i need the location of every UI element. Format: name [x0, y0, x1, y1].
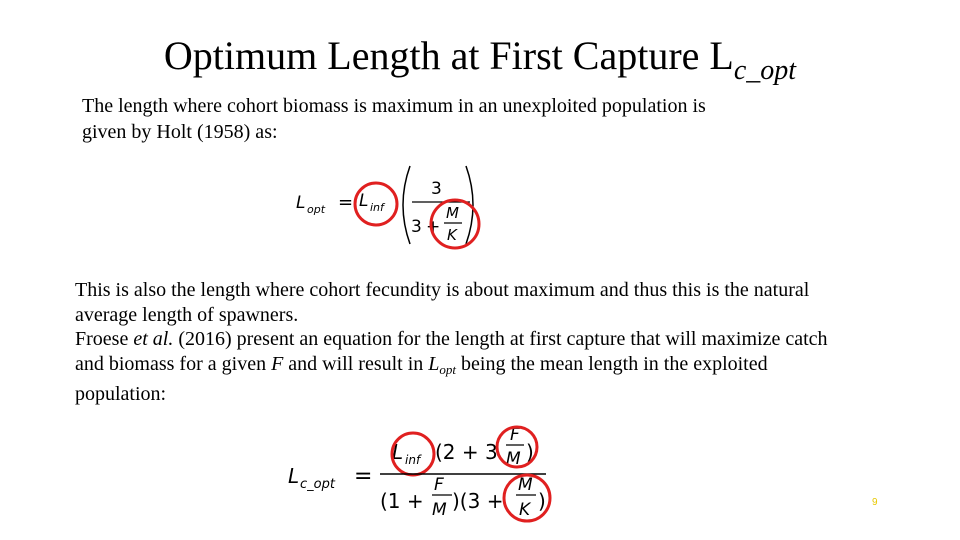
title-text: Optimum Length at First Capture L [163, 33, 734, 78]
intro-paragraph: The length where cohort biomass is maximum in an unexploited population is given by Holt (1958) as: [82, 95, 706, 143]
fecundity-text: This is also the length where cohort fecundity is about maximum and thus this is the natural average length of spawners. [75, 279, 810, 326]
eq2-den-M: M [432, 500, 447, 520]
froese-L: L [428, 352, 440, 375]
eq1-lhs: L [296, 193, 306, 213]
eq1-linf-sub: inf [370, 201, 384, 214]
froese-text-d: being the mean length in the exploited population: [75, 352, 768, 405]
eq2-lhs: L [288, 464, 300, 488]
eq2-den-a: (1 + [380, 489, 424, 513]
eq2-den-c: ) [538, 489, 546, 513]
eq2-num-M: M [506, 449, 521, 469]
eq1-linf: L [359, 191, 369, 211]
body-paragraph [75, 278, 835, 407]
eq2-linf-sub: inf [405, 453, 421, 467]
froese-author: Froese [75, 328, 134, 350]
eq2-linf: L [392, 440, 404, 464]
page-number: 9 [872, 497, 878, 508]
eq1-numerator: 3 [431, 179, 442, 199]
froese-text [75, 327, 835, 407]
equation-lcopt [284, 418, 564, 528]
eq2-num-close: ) [526, 440, 534, 464]
eq1-den-3: 3 [411, 217, 422, 237]
equation-lopt [290, 160, 500, 250]
slide-title [0, 30, 960, 97]
froese-etal: et al. [133, 328, 174, 350]
eq1-M: M [446, 204, 459, 222]
eq2-den-M2: M [518, 475, 533, 495]
eq1-paren-left [403, 166, 410, 244]
eq2-den-F: F [434, 475, 444, 495]
froese-L-sub: opt [439, 361, 457, 377]
eq1-equals: = [338, 192, 354, 213]
froese-text-b: (2016) present an equation for the length at first capture that will maximize catch and biomass for a given [75, 328, 828, 375]
eq2-equals: = [354, 464, 373, 489]
eq1-K: K [447, 226, 457, 244]
eq1-lhs-sub: opt [307, 203, 326, 216]
eq2-den-b: )(3 + [452, 489, 504, 513]
eq2-den-K: K [519, 500, 531, 520]
froese-text-c: and will result in [283, 352, 429, 375]
froese-F: F [271, 352, 284, 375]
eq2-lhs-sub: c_opt [300, 477, 335, 492]
title-subscript: c_opt [733, 55, 797, 86]
eq1-plus: + [426, 217, 441, 237]
eq2-num-F: F [510, 425, 520, 445]
eq2-num-mid: (2 + 3 [435, 440, 498, 464]
